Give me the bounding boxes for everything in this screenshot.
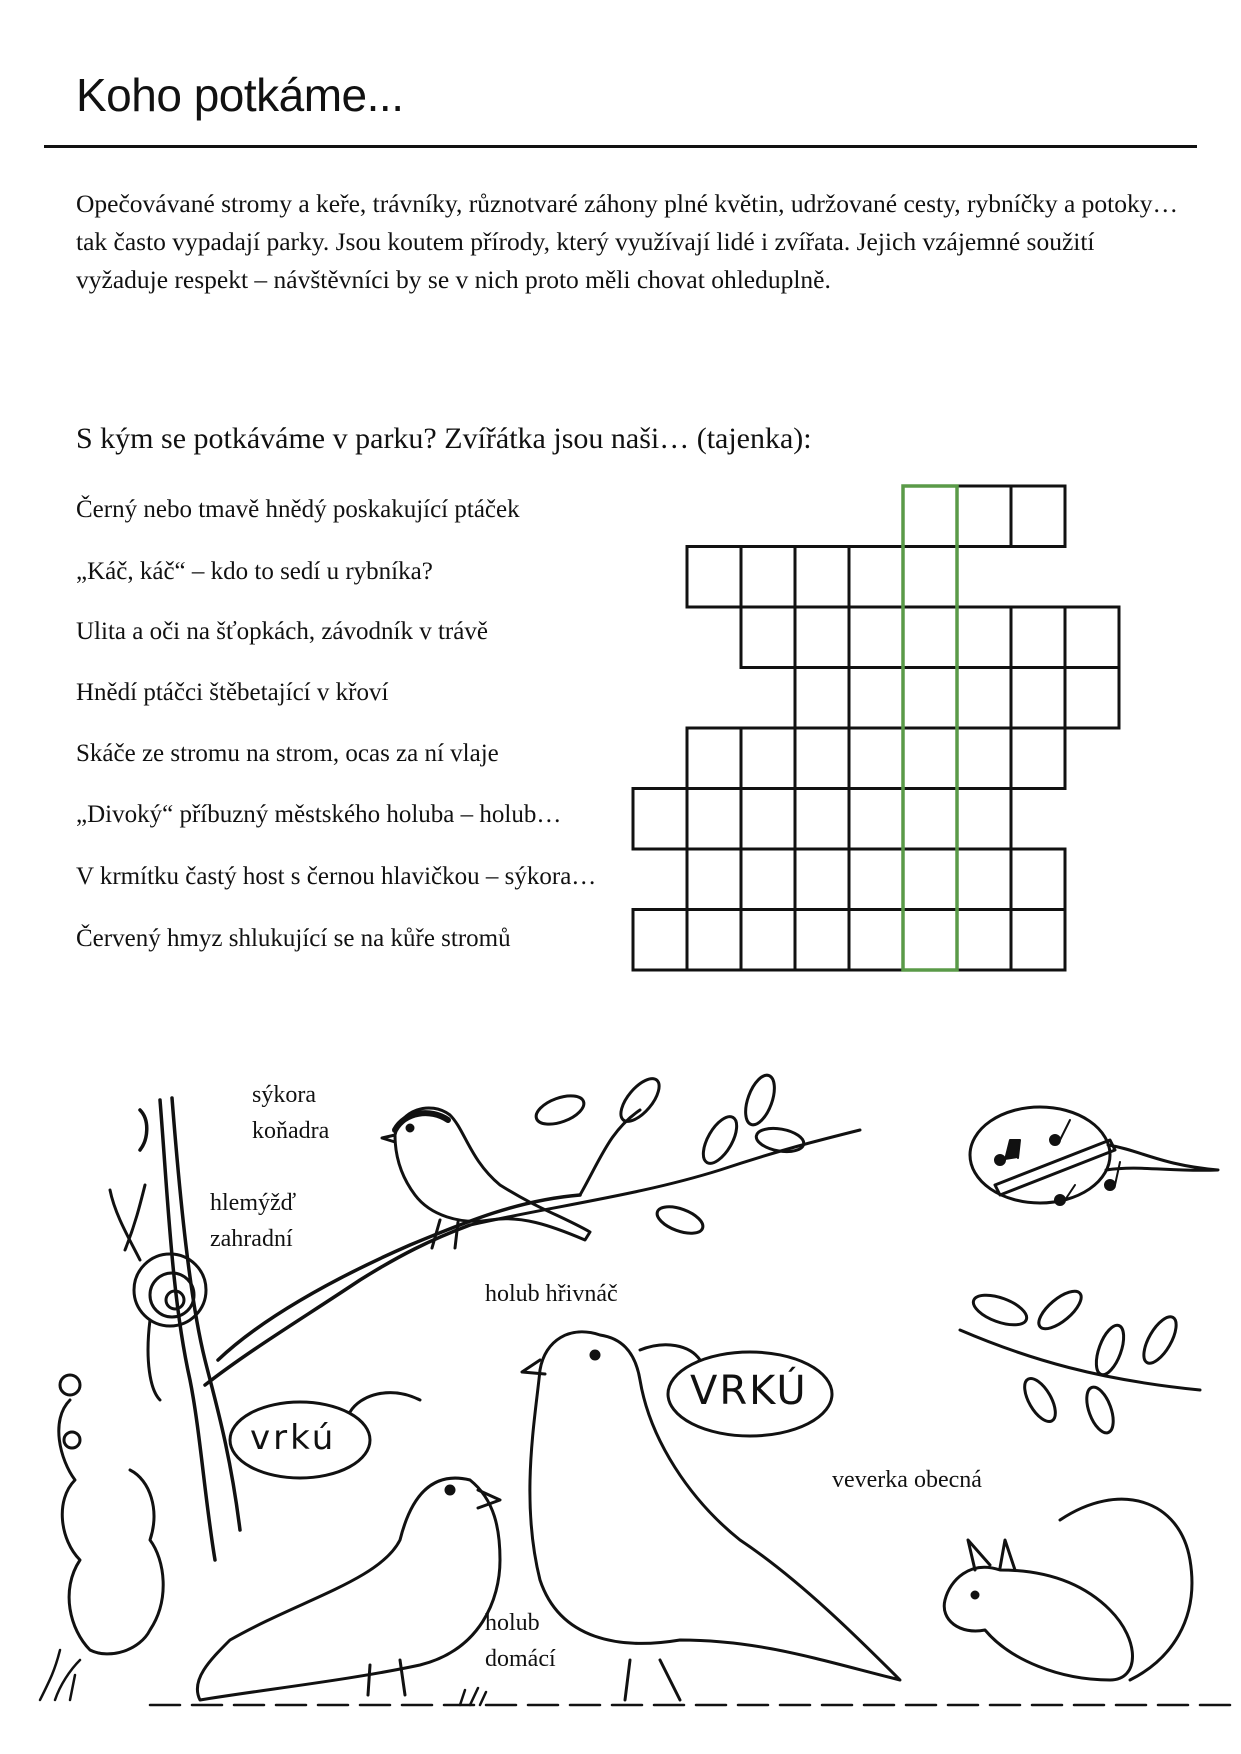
crossword-cell[interactable] [795,668,849,729]
crossword-cell[interactable] [1011,607,1065,668]
branch-icon [960,1285,1200,1436]
crossword-cell[interactable] [957,486,1011,547]
clue-8: Červený hmyz shlukující se na kůře stromů [76,925,511,952]
clue-2: „Káč, káč“ – kdo to sedí u rybníka? [76,558,433,585]
speech-bubble-large-text: VRKÚ [690,1368,808,1414]
solution-cell[interactable] [903,668,957,729]
label-sykora-konadra: sýkora koňadra [252,1082,330,1144]
crossword-cell[interactable] [795,728,849,789]
clue-5: Skáče ze stromu na strom, ocas za ní vlaje [76,740,499,767]
crossword-cell[interactable] [741,849,795,910]
park-illustration [0,1040,1241,1754]
solution-cell[interactable] [903,849,957,910]
crossword-cell[interactable] [957,910,1011,971]
crossword-cell[interactable] [687,547,741,608]
label-holub-domaci: holub domácí [485,1610,556,1672]
crossword-cell[interactable] [957,668,1011,729]
crossword-cell[interactable] [795,607,849,668]
pigeon-icon [197,1478,500,1700]
crossword-cell[interactable] [849,910,903,971]
crossword-cell[interactable] [795,547,849,608]
clue-6: „Divoký“ příbuzný městského holuba – holub… [76,801,562,828]
crossword-cell[interactable] [741,607,795,668]
label-holub-hrivnac: holub hřivnáč [485,1281,618,1307]
solution-cell[interactable] [903,728,957,789]
crossword-question: S kým se potkáváme v parku? Zvířátka jsou naši… (tajenka): [76,422,812,455]
speech-bubble-small-text: vrkú [250,1418,337,1458]
crossword-cell[interactable] [687,910,741,971]
crossword-cell[interactable] [1011,486,1065,547]
crossword-cell[interactable] [1011,910,1065,971]
crossword-cell[interactable] [687,789,741,850]
crossword-cell[interactable] [1011,728,1065,789]
crossword-cell[interactable] [1065,668,1119,729]
clue-7: V krmítku častý host s černou hlavičkou – sýkora… [76,863,597,890]
crossword-cell[interactable] [849,728,903,789]
crossword-cell[interactable] [957,607,1011,668]
solution-cell[interactable] [903,910,957,971]
crossword-cell[interactable] [1065,607,1119,668]
bush-icon [59,1375,163,1654]
crossword-cell[interactable] [633,910,687,971]
crossword-cell[interactable] [1011,849,1065,910]
crossword-cell[interactable] [957,789,1011,850]
clue-1: Černý nebo tmavě hnědý poskakující ptáček [76,496,520,523]
crossword-cell[interactable] [849,547,903,608]
branch-icon [470,1071,860,1238]
intro-paragraph: Opečovávané stromy a keře, trávníky, různotvaré záhony plné květin, udržované cesty, rybníčky a potoky… tak často vypadají parky. Jsou koutem přírody, který využívají lidé i zvířata. Jejich vzájemné soužití vyžaduje respekt – návštěvníci by se v nich proto měli chovat ohleduplně. [76,189,1179,294]
solution-cell[interactable] [903,486,957,547]
solution-cell[interactable] [903,789,957,850]
crossword-cell[interactable] [795,849,849,910]
tit-bird-icon [382,1108,590,1248]
crossword-cell[interactable] [849,789,903,850]
crossword-cell[interactable] [687,728,741,789]
crossword-cell[interactable] [957,849,1011,910]
crossword-cell[interactable] [687,849,741,910]
clue-3: Ulita a oči na šťopkách, závodník v trávě [76,618,488,645]
solution-cell[interactable] [903,607,957,668]
squirrel-icon [944,1499,1192,1680]
crossword-cell[interactable] [741,789,795,850]
clue-4: Hnědí ptáčci štěbetající v křoví [76,679,389,706]
label-veverka-obecna: veverka obecná [832,1467,982,1493]
label-hlemyzd-zahradni: hlemýžď zahradní [210,1190,297,1252]
crossword-cell[interactable] [741,910,795,971]
crossword-cell[interactable] [795,910,849,971]
crossword-cell[interactable] [849,849,903,910]
crossword-cell[interactable] [741,547,795,608]
crossword-cell[interactable] [849,668,903,729]
crossword-cell[interactable] [1011,668,1065,729]
title-divider [44,145,1197,148]
page-title: Koho potkáme... [76,69,404,121]
tree-icon [140,1098,580,1560]
crossword-cell[interactable] [795,789,849,850]
crossword-cell[interactable] [741,728,795,789]
crossword-cell[interactable] [849,607,903,668]
crossword-cell[interactable] [633,789,687,850]
solution-cell[interactable] [903,547,957,608]
crossword-cell[interactable] [957,728,1011,789]
